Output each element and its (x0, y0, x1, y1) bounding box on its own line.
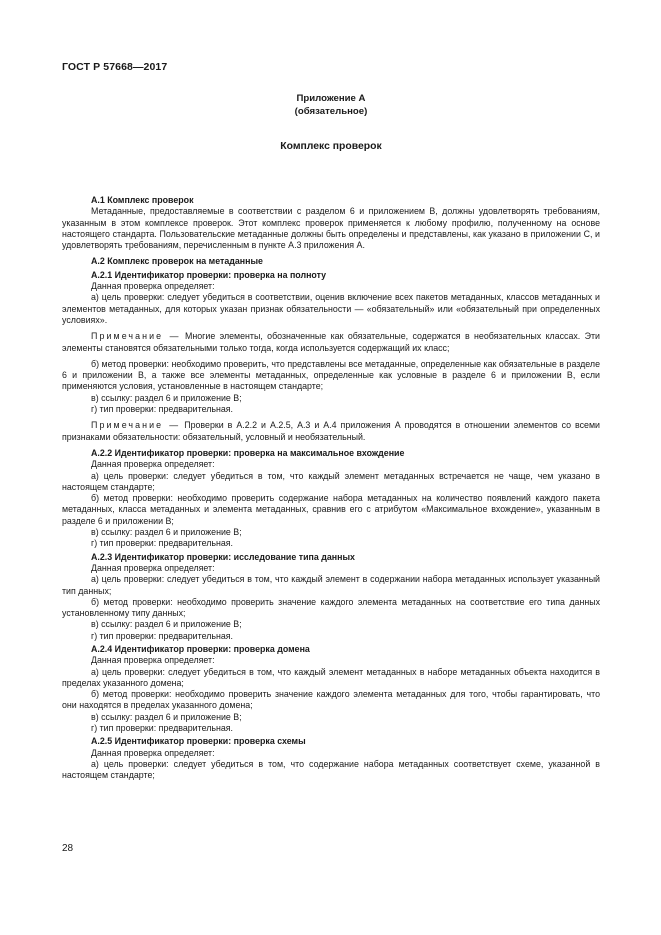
item-a22-a: а) цель проверки: следует убедиться в том, что каждый элемент метаданных встречается не чаще, чем указано в настоящем стандарте; (62, 470, 600, 492)
paragraph-a1: Метаданные, предоставляемые в соответствии с разделом 6 и приложением В, должны удовлетворять требованиям, указанным в этом комплексе проверок. Этот комплекс проверок применяется к любому профилю, полученному на основе настоящего стандарта. Пользовательские метаданные должны быть определены и представлены, как указано в приложении С, и удовлетворять требованиям, перечисленным в пункте А.3 приложения А. (62, 206, 600, 251)
item-a24-g: г) тип проверки: предварительная. (91, 723, 234, 734)
note-2-text: Проверки в А.2.2 и А.2.5, А.3 и А.4 приложения А проводятся в отношении элементов со всеми признаками обязательности: обязательный, условный и необязательный. (62, 420, 600, 442)
item-a21-v: в) ссылку: раздел 6 и приложение В; (91, 392, 242, 403)
note-1-lead: Примечание — (91, 331, 181, 342)
item-a24-v: в) ссылку: раздел 6 и приложение В; (91, 711, 242, 722)
heading-a24: А.2.4 Идентификатор проверки: проверка домена (91, 643, 310, 654)
heading-a21: А.2.1 Идентификатор проверки: проверка на полноту (91, 269, 327, 280)
item-a23-g: г) тип проверки: предварительная. (91, 630, 234, 641)
item-a22-g: г) тип проверки: предварительная. (91, 538, 234, 549)
note-2-lead: Примечание — (91, 420, 181, 431)
heading-a25: А.2.5 Идентификатор проверки: проверка схемы (91, 736, 306, 747)
heading-a23: А.2.3 Идентификатор проверки: исследование типа данных (91, 551, 355, 562)
item-a25-a: а) цель проверки: следует убедиться в том, что содержание набора метаданных соответствует схеме, указанной в настоящем стандарте; (62, 758, 600, 781)
item-a21-b: б) метод проверки: необходимо проверить, что представлены все метаданные, определенные как обязательные в разделе 6 и приложении В, а также все элементы метаданных, определенные как условные в разделе 6 и приложении В, если применяются условия, установленные в настоящем стандарте; (62, 358, 600, 392)
item-a23-v: в) ссылку: раздел 6 и приложение В; (91, 619, 242, 630)
defines-a22: Данная проверка определяет: (91, 459, 215, 470)
item-a24-b: б) метод проверки: необходимо проверить значение каждого элемента метаданных для того, чтобы гарантировать, что они находятся в пределах указанного домена; (62, 689, 600, 711)
note-1 (62, 331, 600, 354)
item-a23-a: а) цель проверки: следует убедиться в том, что каждый элемент в содержании набора метаданных использует указанный тип данных; (62, 574, 600, 596)
defines-a23: Данная проверка определяет: (91, 562, 215, 573)
appendix-status: (обязательное) (294, 106, 368, 117)
note-2 (62, 420, 600, 443)
appendix-title: Приложение А (296, 93, 366, 104)
heading-a22: А.2.2 Идентификатор проверки: проверка на максимальное вхождение (91, 447, 405, 458)
note-1-text: Многие элементы, обозначенные как обязательные, содержатся в необязательных классах. Эти элементы становятся обязательными только тогда, когда используется содержащий их класс; (62, 331, 600, 353)
defines-a24: Данная проверка определяет: (91, 655, 215, 666)
item-a21-g: г) тип проверки: предварительная. (91, 404, 234, 415)
heading-a2: А.2 Комплекс проверок на метаданные (91, 256, 263, 267)
document-body (62, 195, 600, 782)
defines-a21: Данная проверка определяет: (91, 281, 215, 292)
item-a23-b: б) метод проверки: необходимо проверить значение каждого элемента метаданных на соответствие его типа данных установленному типу данных; (62, 596, 600, 619)
item-a24-a: а) цель проверки: следует убедиться в том, что каждый элемент метаданных в наборе метаданных объекта находится в пределах указанного домена; (62, 666, 600, 688)
appendix-heading (62, 92, 600, 118)
item-a21-a: а) цель проверки: следует убедиться в соответствии, оценив включение всех пакетов метаданных, классов метаданных и элементов метаданных, для которых указан признак обязательности — «обязательный» или «обязательный при определенных условиях». (62, 292, 600, 325)
item-a22-v: в) ссылку: раздел 6 и приложение В; (91, 527, 242, 538)
heading-a1: А.1 Комплекс проверок (91, 195, 194, 205)
item-a22-b: б) метод проверки: необходимо проверить содержание набора метаданных на количество появлений каждого пакета метаданных, класса метаданных и элемента метаданных, сравнив его с атрибутом «Максимальное вхождение», указанным в разделе 6 и приложении В; (62, 493, 600, 526)
standard-number: ГОСТ Р 57668—2017 (62, 61, 168, 73)
section-title: Комплекс проверок (280, 141, 382, 152)
page-number: 28 (62, 843, 74, 854)
defines-a25: Данная проверка определяет: (91, 747, 215, 758)
